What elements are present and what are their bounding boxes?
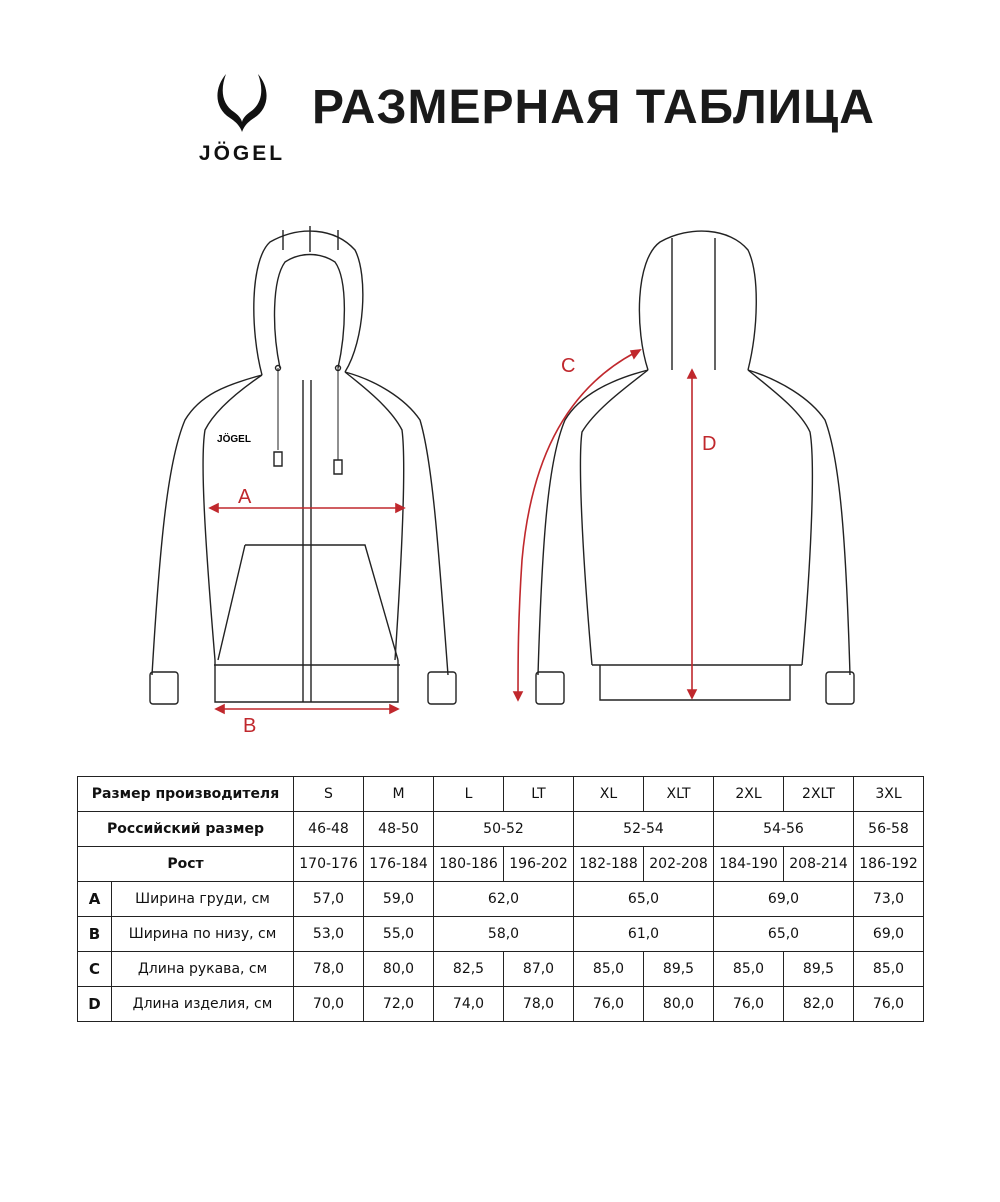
size-cell: 2XLT <box>784 777 854 812</box>
value-cell: 76,0 <box>854 987 924 1022</box>
row-letter: A <box>78 882 112 917</box>
size-cell: LT <box>504 777 574 812</box>
row-letter: B <box>78 917 112 952</box>
size-cell: XL <box>574 777 644 812</box>
value-cell: 62,0 <box>434 882 574 917</box>
size-table <box>77 776 924 1022</box>
height-cell: 202-208 <box>644 847 714 882</box>
russian-size-cell: 48-50 <box>364 812 434 847</box>
value-cell: 72,0 <box>364 987 434 1022</box>
logo-mark-icon <box>190 70 294 140</box>
height-cell: 176-184 <box>364 847 434 882</box>
value-cell: 78,0 <box>504 987 574 1022</box>
russian-size-cell: 54-56 <box>714 812 854 847</box>
russian-size-cell: 46-48 <box>294 812 364 847</box>
table-row <box>78 952 924 987</box>
value-cell: 85,0 <box>854 952 924 987</box>
row-label: Ширина по низу, см <box>112 917 294 952</box>
value-cell: 87,0 <box>504 952 574 987</box>
height-cell: 180-186 <box>434 847 504 882</box>
table-row <box>78 917 924 952</box>
label-c: C <box>561 355 576 377</box>
header-manufacturer-size: Размер производителя <box>78 777 294 812</box>
table-row <box>78 987 924 1022</box>
height-cell: 208-214 <box>784 847 854 882</box>
value-cell: 65,0 <box>574 882 714 917</box>
brand-name: JÖGEL <box>198 142 286 165</box>
value-cell: 69,0 <box>854 917 924 952</box>
row-letter: C <box>78 952 112 987</box>
brand-logo <box>190 70 294 170</box>
value-cell: 53,0 <box>294 917 364 952</box>
row-letter: D <box>78 987 112 1022</box>
russian-size-cell: 56-58 <box>854 812 924 847</box>
value-cell: 58,0 <box>434 917 574 952</box>
label-b: B <box>243 715 257 737</box>
row-label: Ширина груди, см <box>112 882 294 917</box>
russian-size-cell: 50-52 <box>434 812 574 847</box>
value-cell: 85,0 <box>574 952 644 987</box>
hoodie-diagram <box>0 220 1000 750</box>
value-cell: 76,0 <box>574 987 644 1022</box>
size-cell: S <box>294 777 364 812</box>
value-cell: 82,5 <box>434 952 504 987</box>
value-cell: 85,0 <box>714 952 784 987</box>
height-cell: 184-190 <box>714 847 784 882</box>
hoodie-back <box>536 231 854 704</box>
table-row <box>78 882 924 917</box>
value-cell: 65,0 <box>714 917 854 952</box>
value-cell: 55,0 <box>364 917 434 952</box>
table-row <box>78 847 924 882</box>
value-cell: 89,5 <box>784 952 854 987</box>
value-cell: 61,0 <box>574 917 714 952</box>
height-cell: 182-188 <box>574 847 644 882</box>
height-cell: 196-202 <box>504 847 574 882</box>
table-row <box>78 777 924 812</box>
russian-size-cell: 52-54 <box>574 812 714 847</box>
value-cell: 89,5 <box>644 952 714 987</box>
size-cell: M <box>364 777 434 812</box>
size-cell: 3XL <box>854 777 924 812</box>
page-title: РАЗМЕРНАЯ ТАБЛИЦА <box>312 81 875 134</box>
value-cell: 73,0 <box>854 882 924 917</box>
value-cell: 57,0 <box>294 882 364 917</box>
row-label: Длина изделия, см <box>112 987 294 1022</box>
value-cell: 70,0 <box>294 987 364 1022</box>
height-cell: 186-192 <box>854 847 924 882</box>
value-cell: 69,0 <box>714 882 854 917</box>
value-cell: 80,0 <box>364 952 434 987</box>
height-cell: 170-176 <box>294 847 364 882</box>
label-a: A <box>238 486 252 508</box>
value-cell: 74,0 <box>434 987 504 1022</box>
value-cell: 78,0 <box>294 952 364 987</box>
value-cell: 82,0 <box>784 987 854 1022</box>
header-height: Рост <box>78 847 294 882</box>
front-logo-text: JÖGEL <box>217 434 251 445</box>
size-cell: XLT <box>644 777 714 812</box>
label-d: D <box>702 433 717 455</box>
value-cell: 76,0 <box>714 987 784 1022</box>
table-row <box>78 812 924 847</box>
size-cell: L <box>434 777 504 812</box>
value-cell: 80,0 <box>644 987 714 1022</box>
size-cell: 2XL <box>714 777 784 812</box>
header-russian-size: Российский размер <box>78 812 294 847</box>
hoodie-front <box>150 226 456 704</box>
value-cell: 59,0 <box>364 882 434 917</box>
row-label: Длина рукава, см <box>112 952 294 987</box>
